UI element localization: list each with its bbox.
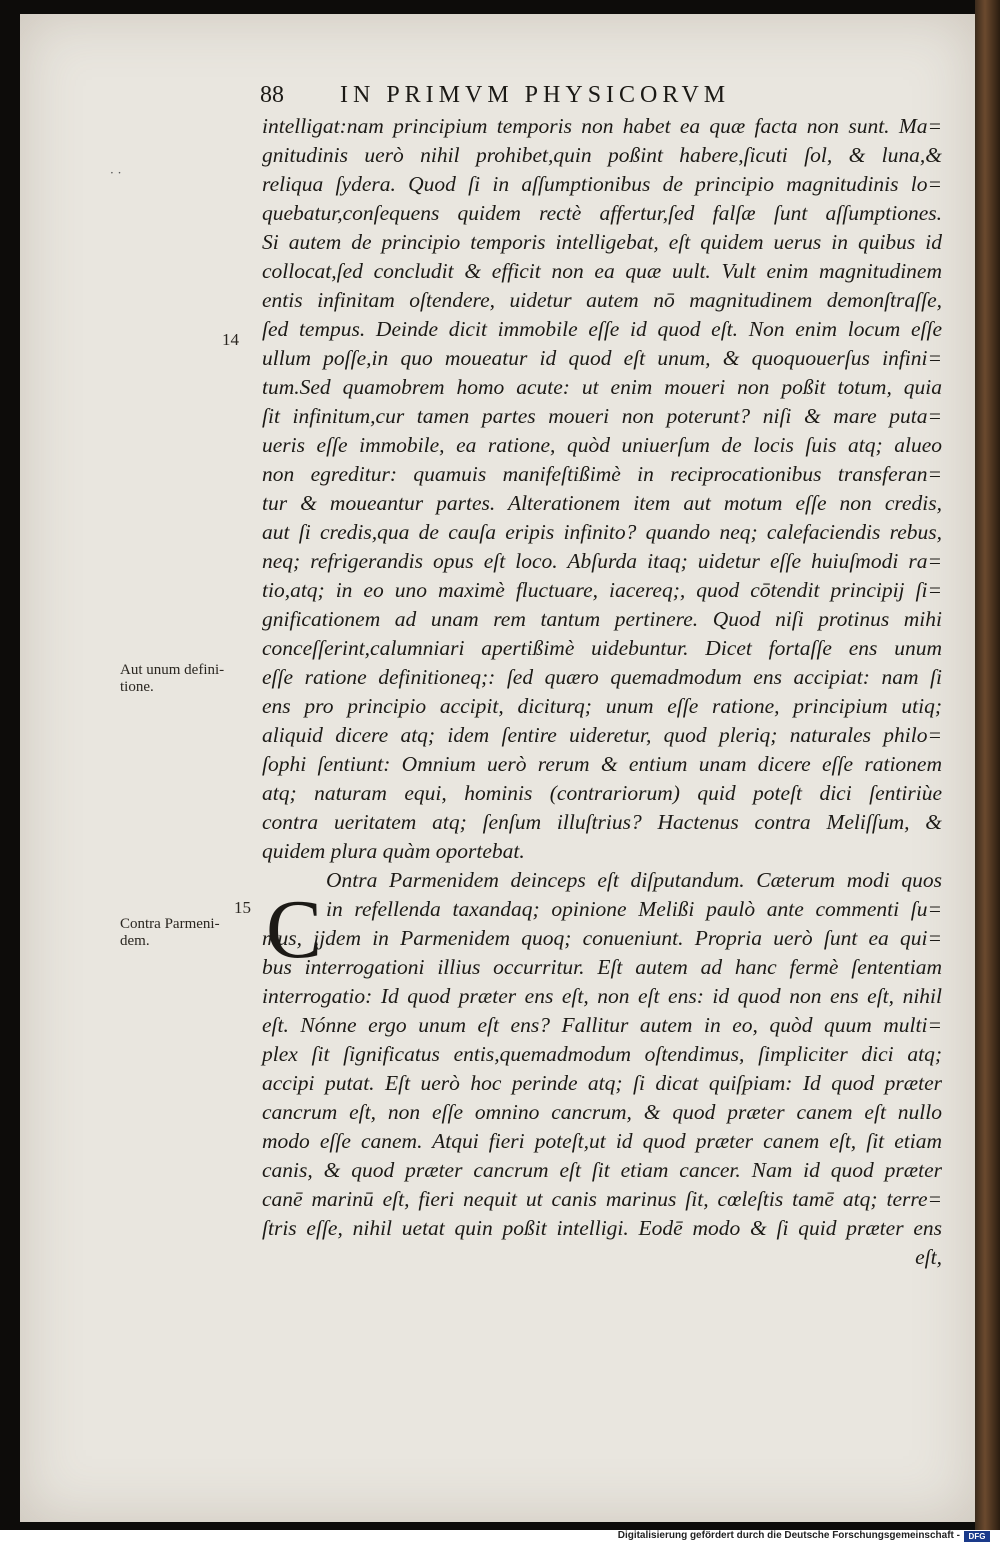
text-line: atq; naturam equi, hominis (contrariorum) quid poteſt dici ſentiriùe — [262, 781, 942, 805]
text-line: aliquid dicere atq; idem ſentire uideretur, quod pleriq; naturales philo= — [262, 723, 942, 747]
text-line: accipi putat. Eſt uerò hoc perinde atq; ſi dicat quiſpiam: Id quod præter — [262, 1071, 942, 1095]
main-text — [262, 112, 942, 1272]
text-line: eſt. Nónne ergo unum eſt ens? Fallitur autem in eo, quòd quum multi= — [262, 1013, 942, 1037]
text-line: tum.Sed quamobrem homo acute: ut enim moueri non poßit totum, quia — [262, 375, 942, 399]
margin-note-line: dem. — [120, 933, 150, 949]
margin-dots: · · — [110, 166, 122, 180]
folio: 88 — [260, 82, 284, 108]
text-line: quidem plura quàm oportebat. — [262, 839, 525, 863]
text-line: modo eſſe canem. Atqui fieri poteſt,ut id quod præter canem eſt, ſit etiam — [262, 1129, 942, 1153]
text-line: ueris eſſe immobile, ea ratione, quòd uniuerſum de locis ſuis atq; alueo — [262, 433, 942, 457]
text-line: conceſſerint,calumniari apertißimè uidebuntur. Dicet fortaſſe ens unum — [262, 636, 942, 660]
running-title: IN PRIMVM PHYSICORVM — [340, 82, 731, 108]
margin-note-line: tione. — [120, 679, 154, 695]
text-line: ſtris eſſe, nihil uetat quin poßit intelligi. Eodē modo & ſi quid præter ens — [262, 1216, 942, 1240]
margin-note-line: Aut unum defini- — [120, 662, 225, 678]
text-line: gnificationem ad unam rem tantum pertinere. Quod niſi protinus mihi — [262, 607, 942, 631]
text-line: ens pro principio accipit, diciturq; unum eſſe ratione, principium utiq; — [262, 694, 942, 718]
text-line: ſed tempus. Deinde dicit immobile eſſe id quod eſt. Non enim locum eſſe — [262, 317, 942, 341]
footer — [0, 1530, 1000, 1544]
text-line: tio,atq; in eo uno maximè fluctuare, iacereq;, quod cōtendit principij ſi= — [262, 578, 942, 602]
text-line: cancrum eſt, non eſſe omnino cancrum, & quod præter canem eſt nullo — [262, 1100, 942, 1124]
text-line: ſit infinitum,cur tamen partes moueri non poterunt? niſi & mare puta= — [262, 404, 942, 428]
text-line: eſſe ratione definitioneq;: ſed quæro quemadmodum ens accipiat: nam ſi — [262, 665, 942, 689]
text-line: canis, & quod præter cancrum eſt ſit etiam cancer. Nam id quod præter — [262, 1158, 942, 1182]
text-line: ſophi ſentiunt: Omnium uerò rerum & entium unam dicere eſſe rationem — [262, 752, 942, 776]
text-line: contra ueritatem atq; ſenſum illuſtrius? Hactenus contra Meliſſum, & — [262, 810, 942, 834]
running-head — [260, 82, 940, 112]
page-edge — [975, 0, 1000, 1530]
text-line: reliqua ſydera. Quod ſi in aſſumptionibus de principio magnitudinis lo= — [262, 172, 942, 196]
text-line: aut ſi credis,qua de cauſa eripis infinito? quando neq; calefaciendis rebus, — [262, 520, 942, 544]
text-line: gnitudinis uerò nihil prohibet,quin poßint habere,ſicuti ſol, & luna,& — [262, 143, 942, 167]
text-line: Ontra Parmenidem deinceps eſt diſputandum. Cæterum modi quos — [326, 868, 942, 892]
margin-note-aut-unum — [120, 662, 260, 696]
text-line: intelligat:nam principium temporis non habet ea quæ facta non sunt. Ma= — [262, 114, 942, 138]
footer-credit: Digitalisierung gefördert durch die Deutsche Forschungsgemeinschaft - — [617, 1530, 960, 1541]
catchword: eſt, — [915, 1245, 942, 1269]
text-line: non egreditur: quamuis manifeſtißimè in reciprocationibus transferan= — [262, 462, 942, 486]
margin-number-15: 15 — [234, 898, 251, 917]
margin-number-14: 14 — [222, 330, 239, 349]
margin-note-contra-parmenidem — [120, 916, 260, 950]
text-line: Si autem de principio temporis intelligebat, eſt quidem uerus in quibus id — [262, 230, 942, 254]
text-line: quebatur,conſequens quidem rectè affertur,ſed falſæ ſunt aſſumptiones. — [262, 201, 942, 225]
text-line: in refellenda taxandaq; opinione Melißi paulò ante commenti ſu= — [326, 897, 942, 921]
text-line: entis infinitam oſtendere, uidetur autem nō magnitudinem demonſtraſſe, — [262, 288, 942, 312]
text-line: collocat,ſed concludit & efficit non ea quæ uult. Vult enim magnitudinem — [262, 259, 942, 283]
text-line: ullum poſſe,in quo moueatur id quod eſt unum, & quoquouerſus infini= — [262, 346, 942, 370]
text-line: canē marinū eſt, fieri nequit ut canis marinus ſit, cœleſtis tamē atq; terre= — [262, 1187, 942, 1211]
margin-note-line: Contra Parmeni- — [120, 916, 220, 932]
text-line: tur & moueantur partes. Alterationem item aut motum eſſe non credis, — [262, 491, 942, 515]
text-line: plex ſit ſignificatus entis,quemadmodum oſtendimus, ſimpliciter dici atq; — [262, 1042, 942, 1066]
text-line: interrogatio: Id quod præter ens eſt, non eſt ens: id quod non ens eſt, nihil — [262, 984, 942, 1008]
text-line: bus interrogationi illius occurritur. Eſt autem ad hanc fermè ſententiam — [262, 955, 942, 979]
initial-letter: C — [266, 883, 323, 976]
dfg-logo: DFG — [964, 1531, 990, 1542]
text-line: mus, ijdem in Parmenidem quoq; conueniunt. Propria uerò ſunt ea qui= — [262, 926, 942, 950]
text-line: neq; refrigerandis opus eſt loco. Abſurda itaq; uidetur eſſe huiuſmodi ra= — [262, 549, 942, 573]
